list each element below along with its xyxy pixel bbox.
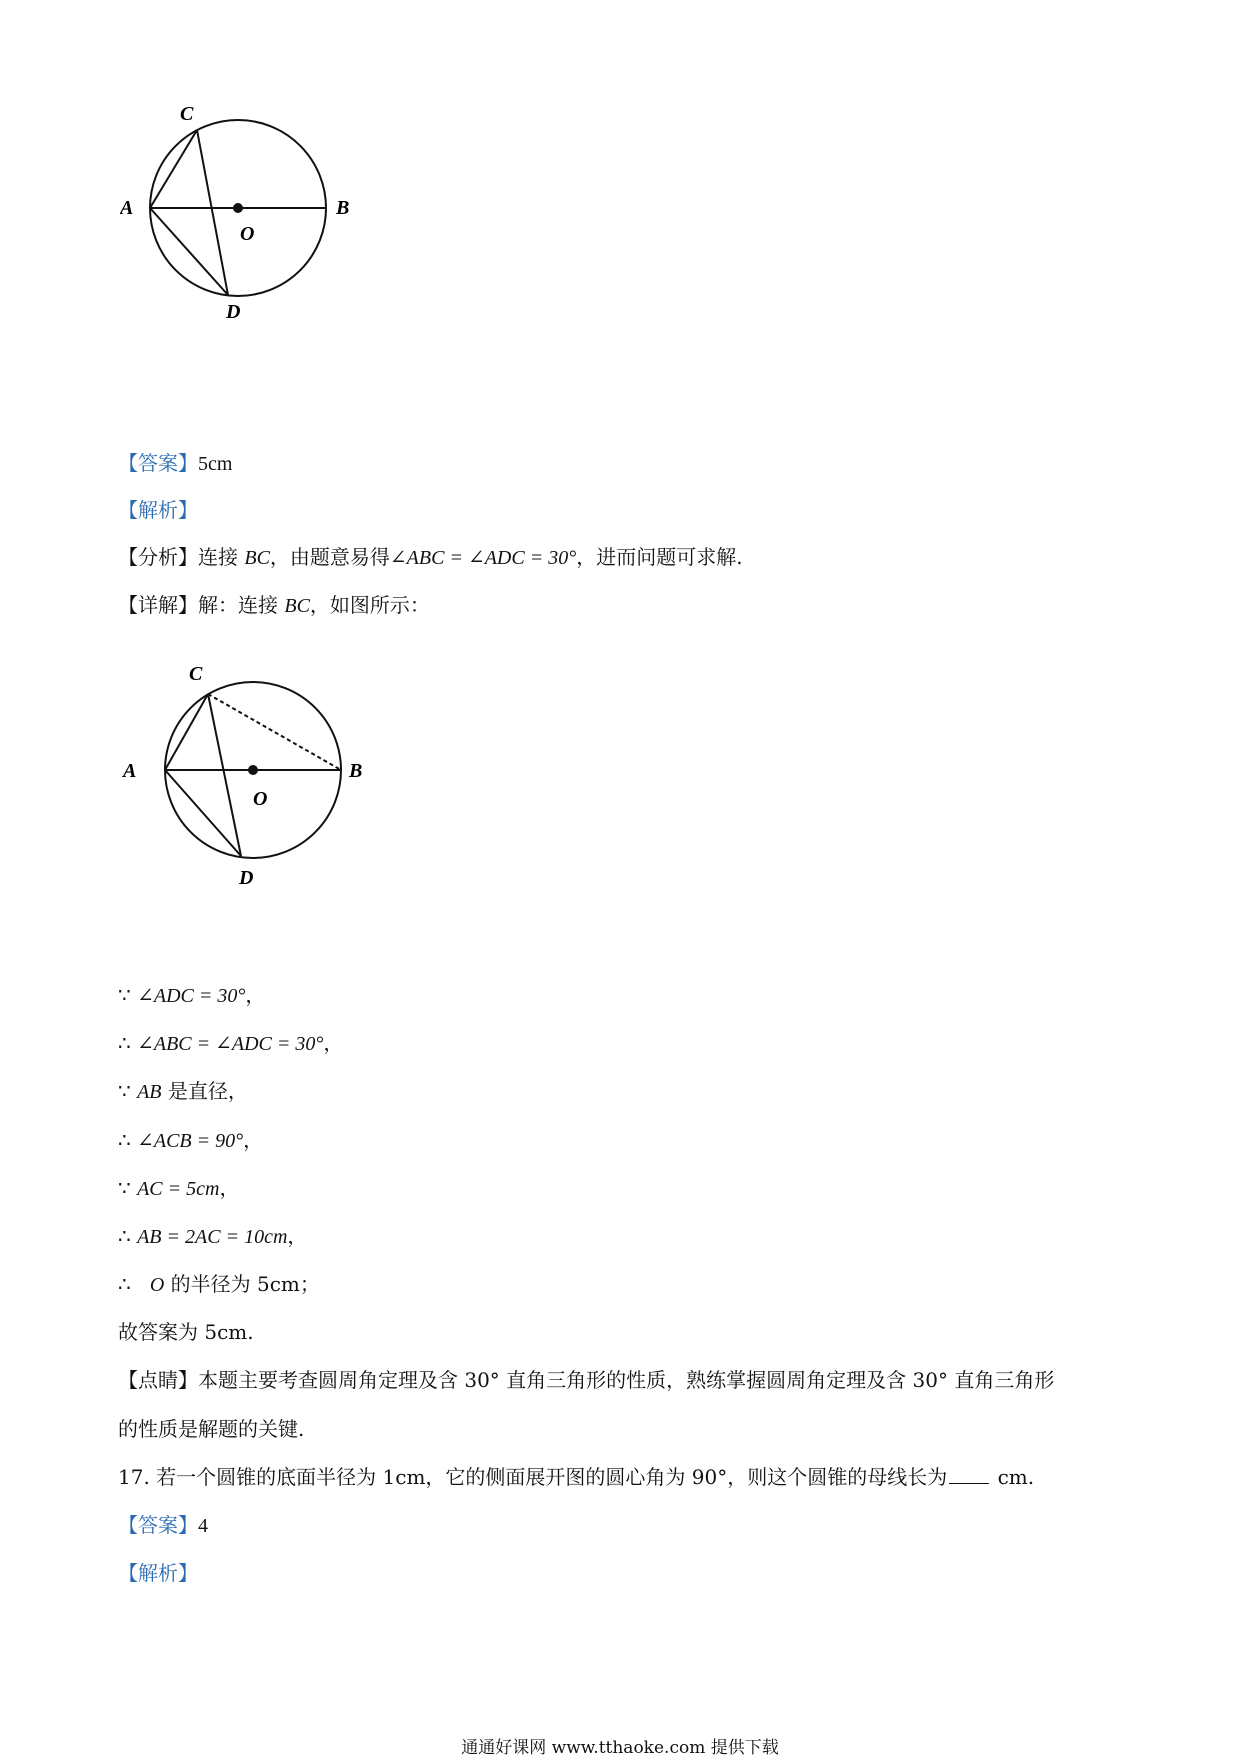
step-math: ∠ACB = 90° bbox=[137, 1130, 244, 1152]
label-O: O bbox=[240, 223, 255, 245]
therefore-symbol: ∴ bbox=[118, 1128, 131, 1152]
step-math: AB = 2AC = 10cm bbox=[137, 1226, 288, 1248]
label-O: O bbox=[253, 788, 268, 810]
step-text: ， bbox=[243, 1128, 264, 1152]
center-point bbox=[248, 765, 258, 775]
fenxi-text: 连接 bbox=[198, 545, 245, 569]
step-math: AB bbox=[137, 1081, 162, 1103]
fenxi-tag: 【分析】 bbox=[118, 545, 198, 569]
question-17 bbox=[118, 1461, 1034, 1490]
question-text: 17. 若一个圆锥的底面半径为 1cm，它的侧面展开图的圆心角为 90°，则这个圆锥的母线长为 bbox=[118, 1465, 948, 1489]
answer-tag: 【答案】 bbox=[118, 451, 198, 475]
answer-value: 4 bbox=[198, 1515, 208, 1537]
label-A: A bbox=[123, 760, 137, 782]
step-text: ， bbox=[219, 1176, 240, 1200]
step-text: ， bbox=[245, 983, 266, 1007]
therefore-symbol: ∴ bbox=[118, 1224, 131, 1248]
therefore-symbol: ∴ bbox=[118, 1272, 131, 1296]
detail-tag: 【详解】 bbox=[118, 593, 198, 617]
step-math: O bbox=[149, 1274, 165, 1296]
detail-text: ，如图所示： bbox=[309, 593, 430, 617]
step-4 bbox=[118, 1124, 263, 1153]
label-B: B bbox=[336, 197, 350, 219]
fenxi-math: BC bbox=[244, 547, 270, 569]
step-3 bbox=[118, 1075, 248, 1104]
chord-CD bbox=[208, 694, 241, 856]
detail-line bbox=[118, 589, 430, 618]
because-symbol: ∵ bbox=[118, 1176, 131, 1200]
step-text: 是直径， bbox=[161, 1079, 248, 1103]
dianjing-text: 本题主要考查圆周角定理及含 30° 直角三角形的性质，熟练掌握圆周角定理及含 30° 直角三角形 bbox=[198, 1368, 1055, 1392]
dashed-chord-BC bbox=[208, 694, 341, 770]
chord-AC bbox=[150, 130, 197, 208]
answer-value: 5cm bbox=[198, 453, 233, 475]
fenxi-text: ，由题意易得 bbox=[269, 545, 390, 569]
dianjing-text-2: 的性质是解题的关键. bbox=[118, 1417, 305, 1441]
analysis-line bbox=[118, 541, 743, 570]
dianjing-tag: 【点睛】 bbox=[118, 1368, 198, 1392]
question-text: cm. bbox=[991, 1465, 1035, 1489]
center-point bbox=[233, 203, 243, 213]
step-5 bbox=[118, 1172, 239, 1201]
footer-watermark: 通通好课网 www.tthaoke.com 提供下载 bbox=[461, 1738, 779, 1758]
label-D: D bbox=[239, 867, 254, 889]
chord-CD bbox=[197, 130, 228, 295]
label-C: C bbox=[189, 663, 203, 685]
step-text: 的半径为 5cm； bbox=[164, 1272, 320, 1296]
label-A: A bbox=[120, 197, 134, 219]
answer-blank bbox=[949, 1465, 989, 1484]
detail-math: BC bbox=[284, 595, 310, 617]
because-symbol: ∵ bbox=[118, 1079, 131, 1103]
label-B: B bbox=[349, 760, 363, 782]
circle-figure-1 bbox=[120, 100, 400, 360]
conclusion: 故答案为 5cm. bbox=[118, 1320, 254, 1344]
fenxi-equation: ∠ABC = ∠ADC = 30° bbox=[389, 547, 577, 569]
analysis-tag: 【解析】 bbox=[118, 1561, 198, 1585]
analysis-tag: 【解析】 bbox=[118, 498, 198, 522]
step-text: ， bbox=[323, 1031, 344, 1055]
step-2 bbox=[118, 1027, 343, 1056]
step-1 bbox=[118, 979, 265, 1008]
step-7 bbox=[118, 1268, 320, 1297]
answer-tag: 【答案】 bbox=[118, 1513, 198, 1537]
label-C: C bbox=[180, 103, 194, 125]
detail-text: 解：连接 bbox=[198, 593, 285, 617]
step-text: ， bbox=[287, 1224, 308, 1248]
step-6 bbox=[118, 1220, 307, 1249]
circle-figure-2 bbox=[105, 650, 385, 910]
step-math: ∠ADC = 30° bbox=[137, 985, 246, 1007]
because-symbol: ∵ bbox=[118, 983, 131, 1007]
step-math: AC = 5cm bbox=[137, 1178, 220, 1200]
chord-AC bbox=[165, 694, 208, 770]
step-math: ∠ABC = ∠ADC = 30° bbox=[137, 1033, 324, 1055]
fenxi-text: ，进而问题可求解. bbox=[576, 545, 743, 569]
label-D: D bbox=[226, 301, 241, 323]
therefore-symbol: ∴ bbox=[118, 1031, 131, 1055]
